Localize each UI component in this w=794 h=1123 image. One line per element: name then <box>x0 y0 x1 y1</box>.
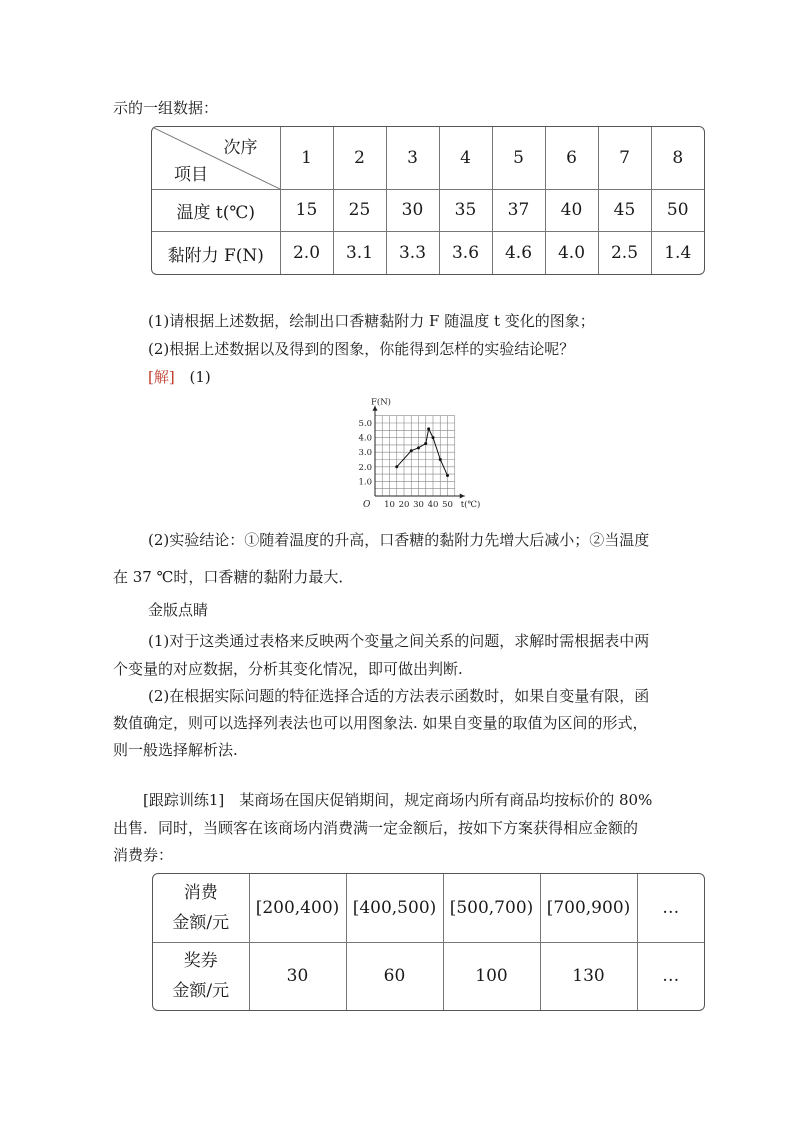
temperature-cell: 45 <box>598 189 651 232</box>
data-point <box>446 474 449 477</box>
voucher-table <box>152 873 705 1011</box>
adhesion-cell: 3.6 <box>439 232 492 274</box>
solution-heading <box>148 367 211 387</box>
row-label-voucher <box>153 942 249 1010</box>
table-row <box>153 942 704 1010</box>
label-line: 金额/元 <box>172 981 230 1002</box>
tips-heading: 金版点睛 <box>148 601 209 619</box>
order-cell: 4 <box>439 127 492 189</box>
temperature-cell: 25 <box>333 189 386 232</box>
y-tick-label: 3.0 <box>358 448 372 459</box>
order-cell: 5 <box>492 127 545 189</box>
y-tick-label: 1.0 <box>358 477 372 488</box>
range-cell: [500,700) <box>443 874 540 942</box>
chart-labels <box>358 397 480 510</box>
table-row <box>152 232 704 274</box>
x-tick-label: 10 <box>384 500 395 510</box>
temperature-adhesion-table <box>151 126 705 275</box>
corner-diagonal <box>152 127 280 189</box>
adhesion-cell: 2.0 <box>280 232 333 274</box>
table-corner-cell <box>152 127 280 189</box>
ellipsis-cell: … <box>637 942 704 1010</box>
tip-2-line-2: 数值确定，则可以选择列表法也可以用图象法. 如果自变量的取值为区间的形式， <box>113 714 648 732</box>
data-point <box>427 427 430 430</box>
adhesion-vs-temperature-chart <box>342 392 482 512</box>
order-cell: 6 <box>545 127 598 189</box>
adhesion-cell: 1.4 <box>651 232 704 274</box>
tip-2-line-1: (2)在根据实际问题的特征选择合适的方法表示函数时，如果自变量有限，函 <box>148 687 650 705</box>
label-line: 奖券 <box>183 951 218 972</box>
table-row <box>152 127 704 189</box>
adhesion-cell: 2.5 <box>598 232 651 274</box>
amount-cell: 30 <box>249 942 346 1010</box>
order-cell: 8 <box>651 127 704 189</box>
row-label-spending <box>153 874 249 942</box>
row-label-temperature: 温度 t(℃) <box>152 189 280 232</box>
adhesion-cell: 3.1 <box>333 232 386 274</box>
solution-part-label: (1) <box>189 368 211 386</box>
temperature-cell: 37 <box>492 189 545 232</box>
data-point <box>439 458 442 461</box>
data-point <box>432 436 435 439</box>
y-tick-label: 2.0 <box>358 462 372 473</box>
y-tick-label: 5.0 <box>358 419 372 429</box>
amount-cell: 100 <box>443 942 540 1010</box>
tip-1-line-1: (1)对于这类通过表格来反映两个变量之间关系的问题，求解时需根据表中两 <box>148 632 650 650</box>
x-tick-label: 40 <box>427 500 439 510</box>
y-axis-label: F(N) <box>371 397 391 408</box>
temperature-cell: 35 <box>439 189 492 232</box>
chart-grid <box>375 416 455 496</box>
question-2: (2)根据上述数据以及得到的图象，你能得到怎样的实验结论呢？ <box>148 340 575 358</box>
solution-tag: [解] <box>148 368 175 386</box>
order-cell: 2 <box>333 127 386 189</box>
tip-1-line-2: 个变量的对应数据，分析其变化情况，即可做出判断. <box>113 660 463 678</box>
order-cell: 1 <box>280 127 333 189</box>
table-row <box>152 189 704 232</box>
range-cell: [200,400) <box>249 874 346 942</box>
ellipsis-cell: … <box>637 874 704 942</box>
range-cell: [400,500) <box>346 874 443 942</box>
origin-label: O <box>363 500 371 510</box>
corner-header-item: 项目 <box>174 164 208 185</box>
order-cell: 7 <box>598 127 651 189</box>
row-label-adhesion: 黏附力 F(N) <box>152 232 280 274</box>
conclusion-line-1: (2)实验结论：①随着温度的升高，口香糖的黏附力先增大后减小；②当温度 <box>148 531 650 549</box>
exercise-line-3: 消费券： <box>113 846 174 864</box>
adhesion-cell: 4.0 <box>545 232 598 274</box>
table-row <box>153 874 704 942</box>
data-point <box>395 465 398 468</box>
data-point <box>424 442 427 445</box>
x-axis-label: t(℃) <box>460 500 481 510</box>
adhesion-cell: 4.6 <box>492 232 545 274</box>
data-point <box>417 446 420 449</box>
temperature-cell: 30 <box>386 189 439 232</box>
amount-cell: 130 <box>540 942 637 1010</box>
x-tick-label: 20 <box>398 500 410 510</box>
order-cell: 3 <box>386 127 439 189</box>
temperature-cell: 15 <box>280 189 333 232</box>
range-cell: [700,900) <box>540 874 637 942</box>
adhesion-cell: 3.3 <box>386 232 439 274</box>
tip-2-line-3: 则一般选择解析法. <box>113 741 238 759</box>
intro-text: 示的一组数据： <box>113 99 219 117</box>
exercise-line-2: 出售．同时，当顾客在该商场内消费满一定金额后，按如下方案获得相应金额的 <box>113 819 639 837</box>
x-tick-label: 50 <box>442 500 453 510</box>
amount-cell: 60 <box>346 942 443 1010</box>
label-line: 金额/元 <box>172 912 230 933</box>
conclusion-line-2: 在 37 ℃时，口香糖的黏附力最大． <box>113 568 354 586</box>
corner-header-order: 次序 <box>223 138 258 158</box>
label-line: 消费 <box>183 882 218 903</box>
x-tick-label: 30 <box>413 500 424 510</box>
x-axis-arrow <box>460 494 465 499</box>
temperature-cell: 50 <box>651 189 704 232</box>
temperature-cell: 40 <box>545 189 598 232</box>
exercise-line-1: [跟踪训练1] 某商场在国庆促销期间，规定商场内所有商品均按标价的 80% <box>143 791 653 809</box>
data-point <box>410 449 413 452</box>
y-tick-label: 4.0 <box>358 433 372 444</box>
question-1: (1)请根据上述数据，绘制出口香糖黏附力 F 随温度 t 变化的图象； <box>148 312 595 330</box>
